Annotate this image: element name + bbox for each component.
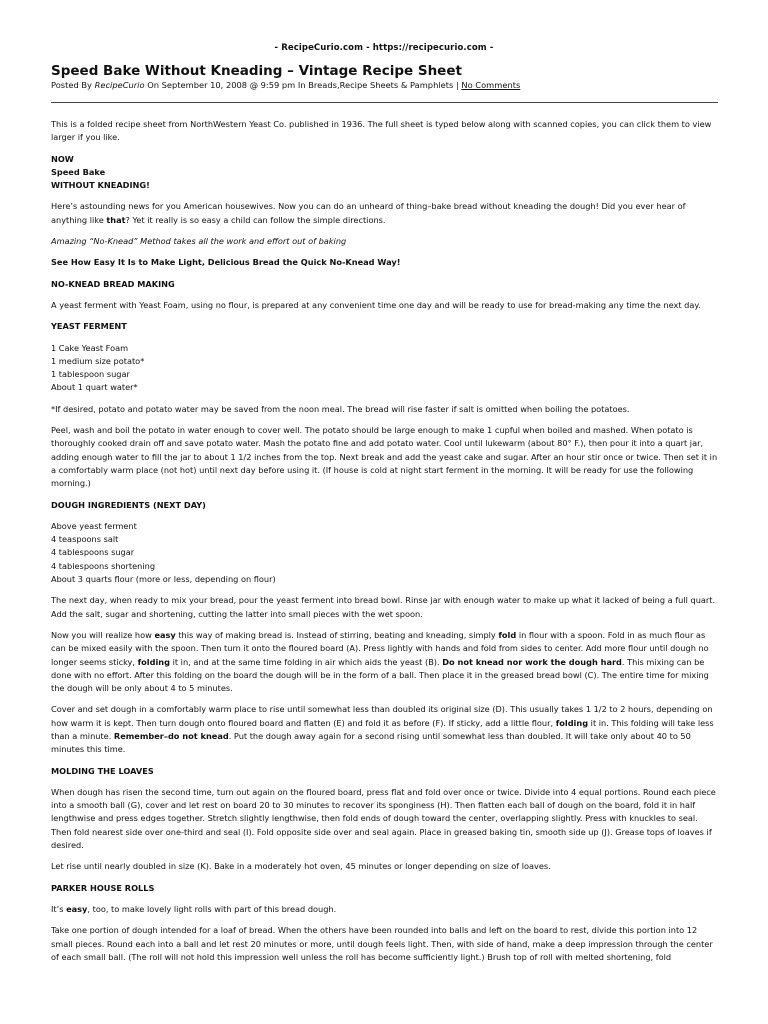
bold-run: that	[106, 214, 126, 225]
ingredient-item: 4 teaspoons salt	[51, 534, 119, 545]
byline	[51, 80, 520, 91]
section-heading-yeast-ferment: YEAST FERMENT	[51, 321, 127, 332]
molding-paragraph: When dough has risen the second time, turn out again on the floured board, press flat and fold over once or twice. Divide into 4 equal portions. Round each piece into a smooth ball (G), cover and let rest on board 20 to 30 minutes to recover its sponginess (H). Then flatten each ball of dough on the board, fold it in half lengthwise and press edges together. Stretch slightly lengthwise, then fold ends of dough toward the center, overlapping slightly. Press with knuckles to seal. Then fold nearest side over one-third and seal (I). Fold opposite side over and seal again. Place in greased baking tin, smooth side up (J). Grease tops of loaves if desired.	[51, 786, 716, 851]
section-heading-no-knead: NO-KNEAD BREAD MAKING	[51, 278, 175, 289]
text-run: Here’s astounding news for you American housewives. Now you can do an unheard of thing–bake bread without kneading the dough! Did you ever hear of anything like	[51, 201, 686, 225]
bold-run: easy	[154, 629, 176, 640]
cover-paragraph	[51, 703, 719, 756]
text-run: it in. This folding will take less than a minute.	[51, 717, 714, 741]
byline-author: RecipeCurio	[94, 80, 145, 90]
bold-run: folding	[555, 717, 589, 728]
section-heading-dough: DOUGH INGREDIENTS (NEXT DAY)	[51, 499, 206, 510]
text-run: Cover and set dough in a comfortably warm place to rise until somewhat less than doubled its original size (D). This usually takes 1 1/2 to 2 hours, depending on how warm it is kept. Then turn dough onto floured board and flatten (E) and fold it as before (F). If sticky, add a little flour,	[51, 704, 713, 728]
header-divider	[51, 102, 718, 103]
parker-intro-paragraph	[51, 903, 719, 916]
let-rise-paragraph: Let rise until nearly doubled in size (K). Bake in a moderately hot oven, 45 minutes or longer depending on size of loaves.	[51, 861, 551, 872]
ingredient-item: 4 tablespoons sugar	[51, 547, 135, 558]
headline-line: NOW	[51, 153, 74, 164]
text-run: . This mixing can be done with no effort. After this folding on the board the dough will be in the form of a ball. Then place it in the greased bread bowl (C). The entire time for mixing the dough will be only about 4 to 5 minutes.	[51, 656, 709, 694]
headline-line: Speed Bake	[51, 166, 106, 177]
ingredient-item: Above yeast ferment	[51, 520, 137, 531]
text-run: in flour with a spoon. Fold in as much flour as can be mixed easily with the spoon. Then turn it onto the floured board (A). Press lightly with hands and fold from sides to center. Add more flour until dough no longer seems sticky,	[51, 629, 709, 667]
text-run: Now you will realize how	[51, 629, 155, 640]
bold-run: Do not knead nor work the dough hard	[442, 656, 622, 667]
text-run: It’s	[51, 903, 67, 914]
italic-tagline: Amazing “No-Knead” Method takes all the work and effort out of baking	[51, 236, 347, 247]
next-day-paragraph: The next day, when ready to mix your bread, pour the yeast ferment into bread bowl. Rinse jar with enough water to make up what it lacked of being a full quart. Add the salt, sugar and shortening, cutting the latter into small pieces with the wet spoon.	[51, 595, 716, 619]
fold-paragraph	[51, 629, 719, 695]
comments-link[interactable]: No Comments	[461, 80, 521, 90]
text-run: , too, to make lovely light rolls with part of this bread dough.	[87, 903, 337, 914]
astounding-paragraph	[51, 200, 719, 227]
bold-run: fold	[498, 629, 517, 640]
bold-tagline: See How Easy It Is to Make Light, Delicious Bread the Quick No-Knead Way!	[51, 257, 401, 268]
ingredient-item: 1 Cake Yeast Foam	[51, 342, 129, 353]
text-run: it in, and at the same time folding in air which aids the yeast (B).	[169, 656, 443, 667]
text-run: . Put the dough away again for a second rising until somewhat less than doubled. It will take only about 40 to 50 minutes this time.	[51, 730, 691, 755]
headline-block	[51, 153, 719, 193]
ingredient-item: About 1 quart water*	[51, 382, 138, 393]
dough-ingredient-list	[51, 520, 719, 586]
ingredient-item: 1 tablespoon sugar	[51, 369, 130, 380]
peel-paragraph: Peel, wash and boil the potato in water enough to cover well. The potato should be large enough to make 1 cupful when boiled and mashed. When potato is thoroughly cooked drain off and save potato water. Mash the potato fine and add potato water. Cool until lukewarm (about 80° F.), then pour it into a quart jar, adding enough water to fill the jar to about 1 1/2 inches from the top. Next break and add the yeast cake and sugar. After an hour stir once or twice. Then set it in a comfortably warm place (not hot) until next day before using it. (If house is cold at night start ferment in the morning. It will be ready for use the following morning.)	[51, 425, 718, 489]
take-portion-paragraph: Take one portion of dough intended for a loaf of bread. When the others have been rounded into balls and left on the board to rest, divide this portion into 12 small pieces. Round each into a ball and let rest 20 minutes or more, until dough feels light. Then, with side of hand, make a deep impression through the center of each small ball. (The roll will not hold this impression well unless the roll has become sufficiently light.) Brush top of roll with melted shortening, fold	[51, 925, 713, 962]
ingredient-item: About 3 quarts flour (more or less, depending on flour)	[51, 574, 276, 585]
no-knead-paragraph: A yeast ferment with Yeast Foam, using no flour, is prepared at any convenient time one day and will be ready to use for bread-making any time the next day.	[51, 299, 701, 310]
yeast-ingredient-list	[51, 342, 719, 395]
post-title: Speed Bake Without Kneading – Vintage Recipe Sheet	[51, 63, 462, 79]
site-header: - RecipeCurio.com - https://recipecurio.com -	[274, 43, 494, 53]
article-body	[51, 118, 719, 972]
section-heading-molding: MOLDING THE LOAVES	[51, 765, 154, 776]
headline-line: WITHOUT KNEADING!	[51, 180, 150, 191]
footnote-paragraph: *If desired, potato and potato water may be saved from the noon meal. The bread will rise faster if salt is omitted when boiling the potatoes.	[51, 403, 630, 414]
intro-paragraph: This is a folded recipe sheet from NorthWestern Yeast Co. published in 1936. The full sheet is typed below along with scanned copies, you can click them to view larger if you like.	[51, 119, 712, 143]
text-run: ? Yet it really is so easy a child can follow the simple directions.	[125, 214, 386, 225]
byline-meta: On September 10, 2008 @ 9:59 pm In Breads,Recipe Sheets & Pamphlets |	[144, 80, 462, 90]
bold-run: easy	[66, 903, 88, 914]
byline-prefix: Posted By	[51, 80, 95, 90]
bold-run: Remember–do not knead	[113, 730, 229, 741]
ingredient-item: 4 tablespoons shortening	[51, 560, 156, 571]
text-run: this way of making bread is. Instead of stirring, beating and kneading, simply	[175, 629, 499, 640]
ingredient-item: 1 medium size potato*	[51, 355, 145, 366]
section-heading-parker-house: PARKER HOUSE ROLLS	[51, 882, 155, 893]
bold-run: folding	[137, 656, 170, 667]
